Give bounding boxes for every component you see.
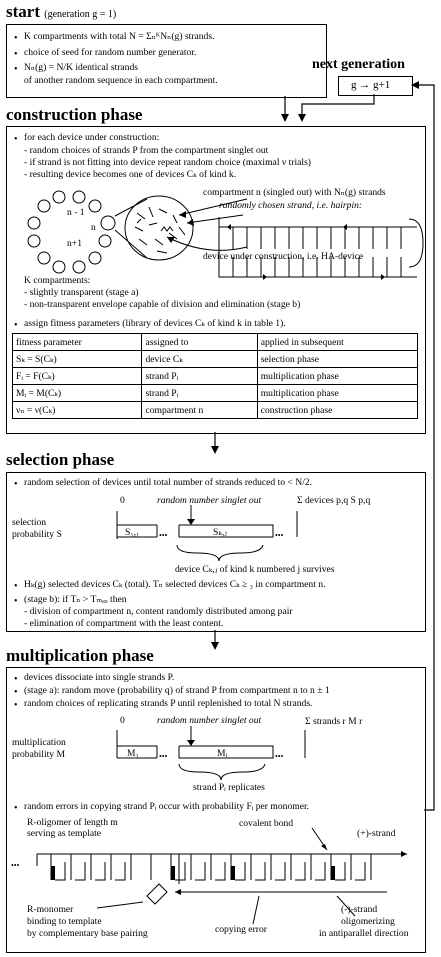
next-generation-formula: g → g+1 (351, 79, 391, 91)
table-row: Sₖ = S(Cₖ) device Cₖ selection phase (13, 351, 418, 368)
construction-title: construction phase (6, 105, 143, 124)
start-box: • K compartments with total N = ΣₙᴷNₙ(g) strands. • choice of seed for random number generator. • Nₙ(g) = N/K identical strands of another random sequence in each compartment. (6, 24, 327, 98)
multiplication-box: • devices dissociate into single strands P. • (stage a): random move (probability q) of strand P from compartment n to n ± 1 • random choices of replicating strands P until replenished to total N strands. 0 random number singlet out Σ strands r M r multiplication probability M M₁ ••• Mᵢ ••• strand Pᵢ replicates • random errors in copying strand Pᵢ occur with probability Fᵢ per monomer. R-oligomer of length m serving as template covalent bond (+)-strand ••• R-monomer binding to template by complementary base pairing copying error (-)-strand oligomerizing in antiparallel direction (6, 667, 426, 953)
next-generation-title: next generation (312, 57, 405, 72)
k-compartments-title: K compartments: (24, 275, 91, 286)
plus-strand-label: (+)-strand (357, 828, 396, 839)
multiplication-prob-2: probability M (12, 749, 66, 760)
selection-zero: 0 (120, 495, 125, 506)
label-randomly-chosen: randomly chosen strand, i.e. hairpin: (219, 200, 363, 211)
start-item-1: K compartments with total N = ΣₙᴷNₙ(g) strands. (24, 31, 215, 42)
start-item-2: choice of seed for random number generator. (24, 47, 197, 58)
multiplication-item-3: random choices of replicating strands P until replenished to total N strands. (24, 698, 313, 709)
multiplication-replicates: strand Pᵢ replicates (193, 782, 265, 793)
selection-sum: Σ devices p,q S p,q (297, 495, 371, 506)
selection-item-3: (stage b): if Tₙ > Tₘₐₓ then (24, 594, 127, 605)
start-subtitle: (generation g = 1) (44, 9, 117, 20)
minus-strand-label-3: in antiparallel direction (319, 928, 409, 939)
label-device: device under construction, i.e. HA-device (203, 251, 364, 262)
start-title: start (generation g = 1) (6, 2, 117, 21)
label-n-minus-1: n - 1 (67, 207, 85, 218)
selection-dots-2: ••• (275, 531, 284, 540)
multiplication-cell-1: M₁ (127, 748, 139, 759)
table-row: Fᵢ = F(Cₖ) strand Pᵢ multiplication phase (13, 368, 418, 385)
table-row: Mᵢ = M(Cₖ) strand Pᵢ multiplication phase (13, 385, 418, 402)
multiplication-title: multiplication phase (6, 646, 154, 665)
selection-survive: device Cₖ,ⱼ of kind k numbered j survives (175, 564, 335, 575)
covalent-label: covalent bond (239, 818, 294, 829)
selection-item-3b: - elimination of compartment with the least content. (24, 618, 224, 629)
selection-title: selection phase (6, 450, 115, 469)
start-item-4: of another random sequence in each compartment. (24, 75, 218, 86)
oligomer-label-2: serving as template (27, 828, 102, 839)
multiplication-item-2: (stage a): random move (probability q) of strand P from compartment n to n ± 1 (24, 685, 330, 696)
construction-item-3: - if strand is not fitting into device repeat random choice (maximal ν trials) (24, 157, 311, 168)
selection-prob-2: probability S (12, 529, 62, 540)
table-row: fitness parameter assigned to applied in subsequent (13, 334, 418, 351)
minus-strand-label-2: oligomerizing (341, 916, 395, 927)
multiplication-prob-1: multiplication (12, 737, 66, 748)
start-item-3: Nₙ(g) = N/K identical strands (24, 62, 139, 73)
oligomer-label-1: R-oligomer of length m (27, 817, 118, 828)
table-row: νₙ = ν(Cₖ) compartment n construction phase (13, 402, 418, 419)
construction-item-2: - random choices of strands P from the compartment singlet out (24, 145, 269, 156)
monomer-label-2: binding to template (27, 916, 102, 927)
label-n-plus-1: n+1 (67, 238, 83, 249)
selection-item-1: random selection of devices until total number of strands reduced to < N/2. (24, 477, 313, 488)
label-compartment: compartment n (singled out) with Nₙ(g) strands (203, 187, 386, 198)
multiplication-sum: Σ strands r M r (305, 716, 363, 727)
k-compartments-b: - non-transparent envelope capable of division and elimination (stage b) (24, 299, 301, 310)
multiplication-dots-2: ••• (275, 752, 284, 761)
monomer-label-1: R-monomer (27, 904, 74, 915)
label-n: n (91, 222, 96, 233)
selection-item-3a: - division of compartment n, content randomly distributed among pair (24, 606, 293, 617)
assign-fitness: assign fitness parameters (library of devices Cₖ of kind k in table 1). (24, 318, 286, 329)
selection-dots: ••• (159, 531, 168, 540)
monomer-label-3: by complementary base pairing (27, 928, 148, 939)
construction-item-1: for each device under construction: (24, 132, 160, 143)
template-dots: ••• (11, 861, 20, 870)
selection-item-2: Hₖ(g) selected devices Cₖ (total). Tₙ selected devices Cₖ ≥ ₃ in compartment n. (24, 579, 326, 590)
minus-strand-label-1: (-)-strand (341, 904, 378, 915)
multiplication-dots: ••• (159, 752, 168, 761)
copy-error-label: copying error (215, 924, 267, 935)
selection-prob-1: selection (12, 517, 47, 528)
selection-box: • random selection of devices until total number of strands reduced to < N/2. 0 random number singlet out Σ devices p,q S p,q selection probability S S₁,₁ ••• Sₖ,ⱼ ••• device Cₖ,ⱼ of kind k numbered j survives • Hₖ(g) selected devices Cₖ (total). Tₙ selected devices Cₖ ≥ ₃ in compartment n. • (stage b): if Tₙ > Tₘₐₓ then - division of compartment n, content randomly distributed among pair - elimination of compartment with the least content. (6, 472, 426, 632)
construction-item-4: - resulting device becomes one of devices Cₖ of kind k. (24, 169, 237, 180)
multiplication-errors: random errors in copying strand Pᵢ occur with probability Fᵢ per monomer. (24, 801, 310, 812)
multiplication-cell-2: Mᵢ (217, 748, 228, 759)
selection-cell-2: Sₖ,ⱼ (213, 527, 227, 538)
multiplication-item-1: devices dissociate into single strands P. (24, 672, 175, 683)
multiplication-random-label: random number singlet out (157, 715, 262, 726)
k-compartments-a: - slightly transparent (stage a) (24, 287, 139, 298)
selection-random-label: random number singlet out (157, 495, 262, 506)
construction-box: • for each device under construction: - random choices of strands P from the compartment singlet out - if strand is not fitting into device repeat random choice (maximal ν trials) - resulting device becomes one of devices Cₖ of kind k. n - 1 n n+1 compartment n (singled out) with Nₙ(g) strands randomly chosen strand, i.e. hairpin: device under construction, i.e. HA-device K compartments: - slightly transparent (stage a) - non-transparent envelope capable of division and elimination (stage b) • assign fitness parameters (library of devices Cₖ of kind k in table 1). fitness parameter assigned to applied in subsequent Sₖ = S(Cₖ) device Cₖ selection phase Fᵢ = F(Cₖ) strand Pᵢ multiplication phase Mᵢ = M(Cₖ) strand Pᵢ multiplication phase νₙ = ν(Cₖ) compartment n construction phase (6, 126, 426, 434)
multiplication-zero: 0 (120, 715, 125, 726)
selection-cell-1: S₁,₁ (125, 527, 140, 538)
